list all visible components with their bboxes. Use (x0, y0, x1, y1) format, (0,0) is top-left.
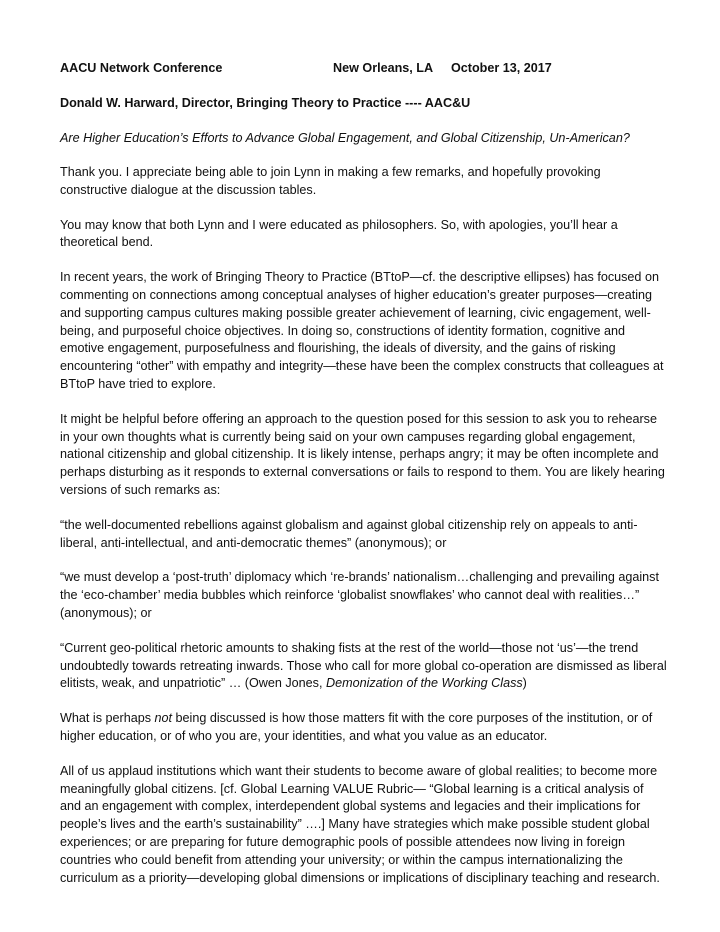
emphasis-not: not (154, 711, 173, 726)
quote-owen-jones-text: “Current geo-political rhetoric amounts to shaking fists at the rest of the world—those not ‘us’—the trend undoubtedly towards retreating inwards. Those who call for more global co-operation are dismissed as liberal elitists, weak, and unpatriotic” … (Owen Jones, (60, 640, 667, 691)
paragraph-campus-remarks: It might be helpful before offering an approach to the question posed for this session to ask you to rehearse in your own thoughts what is currently being said on your own campuses regarding global engagement, national citizenship and global citizenship. It is likely intense, perhaps angry; it may be often incomplete and perhaps disturbing as it responds to external conversations or fails to respond to them. You are likely hearing versions of such remarks as: (60, 411, 665, 497)
quote-owen-jones (60, 640, 668, 693)
paragraph-philosophers: You may know that both Lynn and I were educated as philosophers. So, with apologies, you’ll hear a theoretical bend. (60, 217, 618, 250)
book-title: Demonization of the Working Class (325, 676, 523, 691)
conference-name: AACU Network Conference (60, 61, 223, 75)
conference-date: October 13, 2017 (451, 61, 552, 75)
talk-title: Are Higher Education’s Efforts to Advance Global Engagement, and Global Citizenship, Un-American? (60, 131, 630, 145)
conference-header (60, 59, 668, 77)
quote-post-truth: “we must develop a ‘post-truth’ diplomacy which ‘re-brands’ nationalism…challenging and prevailing against the ‘eco-chamber’ media bubbles which reinforce ‘globalist snowflakes’ who cannot deal with realities…” (anonymous); or (60, 570, 659, 620)
paragraph-thanks: Thank you. I appreciate being able to join Lynn in making a few remarks, and hopefully provoking constructive dialogue at the discussion tables. (60, 165, 601, 197)
core-purposes-start: What is perhaps (60, 711, 155, 726)
paragraph-core-purposes (60, 710, 668, 746)
paragraph-global-citizens: All of us applaud institutions which want their students to become aware of global realities; to become more meaningfully global citizens. [cf. Global Learning VALUE Rubric— “Global learning is a critical analysis of and an engagement with complex, interdependent global systems and legacies and their implications for people’s lives and the earth’s sustainability” ….] Many have strategies which make possible student global experiences; or are preparing for future demographic pools of possible attendees now living in foreign countries who could benefit from attending your university; or within the campus internationalizing the curriculum as a priority—developing global dimensions or implications of disciplinary teaching and research. (60, 763, 660, 885)
quote-rebellions: “the well-documented rebellions against globalism and against global citizenship rely on appeals to anti-liberal, anti-intellectual, and anti-democratic themes” (anonymous); or (60, 517, 638, 550)
quote-owen-jones-close: ) (522, 676, 527, 691)
author-byline: Donald W. Harward, Director, Bringing Theory to Practice ---- AAC&U (60, 96, 471, 110)
paragraph-bttop-work: In recent years, the work of Bringing Theory to Practice (BTtoP—cf. the descriptive ellipses) has focused on commenting on connections among conceptual analyses of higher education’s greater purposes—creating and supporting campus cultures making possible greater achievement of learning, civic engagement, well-being, and purposeful choice objectives. In doing so, constructions of identity formation, cognitive and emotive engagement, purposefulness and flourishing, the ideals of diversity, and the gains of risking encountering “other” with empathy and integrity—these have been the complex constructs that colleagues at BTtoP have tried to explore. (60, 270, 664, 391)
conference-location: New Orleans, LA (333, 61, 434, 75)
core-purposes-end: being discussed is how those matters fit with the core purposes of the institution, or of higher education, or of who you are, your identities, and what you value as an educator. (60, 711, 653, 743)
